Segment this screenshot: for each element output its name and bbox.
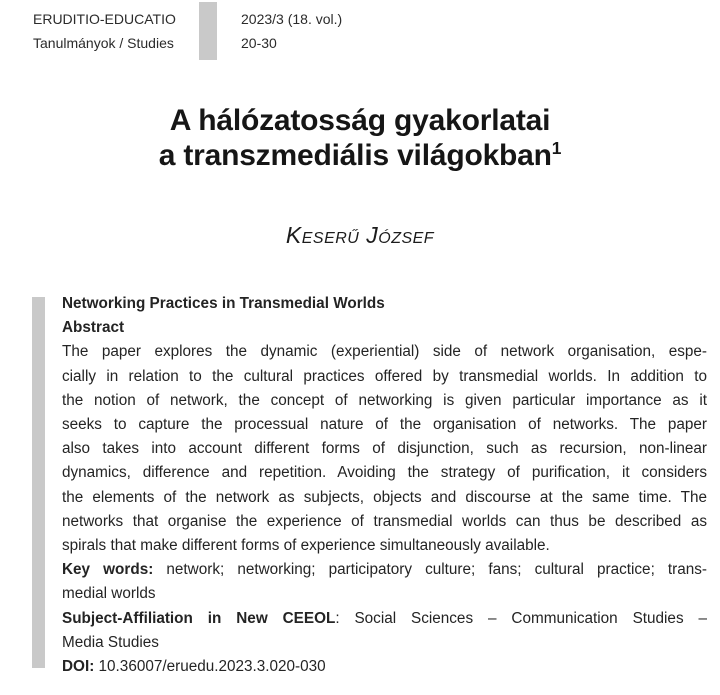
affiliation-label: Subject-Affiliation in New CEEOL bbox=[62, 609, 336, 627]
affiliation-line: Media Studies bbox=[62, 633, 159, 651]
header-right-column bbox=[241, 7, 342, 55]
abstract-text-line: spirals that make different forms of experience simultaneously available. bbox=[62, 537, 550, 555]
journal-name: ERUDITIO-EDUCATIO bbox=[33, 11, 176, 27]
page-range: 20-30 bbox=[241, 35, 277, 51]
header-left-column bbox=[33, 7, 176, 55]
affiliation-text: : Social Sciences – Communication Studies – bbox=[335, 609, 707, 627]
header-divider-bar bbox=[199, 2, 217, 60]
article-title-line1: A hálózatosság gyakorlatai bbox=[169, 104, 551, 137]
abstract-label: Abstract bbox=[62, 319, 125, 337]
keywords-line bbox=[62, 558, 707, 582]
issue-info: 2023/3 (18. vol.) bbox=[241, 11, 343, 27]
author-name: Keserű József bbox=[285, 222, 435, 248]
abstract-text-line: The paper explores the dynamic (experiential) side of network organisation, espe- bbox=[62, 343, 707, 361]
keywords-label: Key words: bbox=[62, 561, 154, 579]
doi-line bbox=[62, 655, 707, 679]
abstract-text-line: networks that organise the experience of transmedial worlds can thus be described as bbox=[62, 512, 707, 530]
journal-section: Tanulmányok / Studies bbox=[33, 35, 174, 51]
abstract-margin-bar bbox=[32, 297, 45, 668]
footnote-marker: 1 bbox=[551, 138, 562, 158]
abstract-text-line: dynamics, difference and repetition. Avoiding the strategy of purification, it considers bbox=[62, 464, 707, 482]
doi-value: 10.36007/eruedu.2023.3.020-030 bbox=[98, 658, 326, 676]
keywords-line: medial worlds bbox=[62, 585, 156, 603]
abstract-text-line: cially in relation to the cultural practices offered by transmedial worlds. In addition to bbox=[62, 367, 707, 385]
doi-label: DOI: bbox=[62, 658, 95, 676]
affiliation-line bbox=[62, 607, 707, 631]
abstract-text-line: seeks to capture the processual nature of the organisation of networks. The paper bbox=[62, 416, 707, 434]
article-title bbox=[0, 103, 720, 173]
keywords-text: network; networking; participatory culture; fans; cultural practice; trans- bbox=[166, 561, 708, 579]
article-title-line2: a transzmediális világokban$^1$ bbox=[158, 138, 562, 172]
abstract-text-line: the elements of the network as subjects, objects and discourse at the same time. The bbox=[62, 488, 707, 506]
abstract-text-line: the notion of network, the concept of networking is given particular importance as it bbox=[62, 391, 707, 409]
abstract-block bbox=[62, 292, 707, 679]
abstract-text-line: also takes into account different forms of disjunction, such as recursion, non-linear bbox=[62, 440, 707, 458]
english-title: Networking Practices in Transmedial Worlds bbox=[62, 295, 385, 312]
